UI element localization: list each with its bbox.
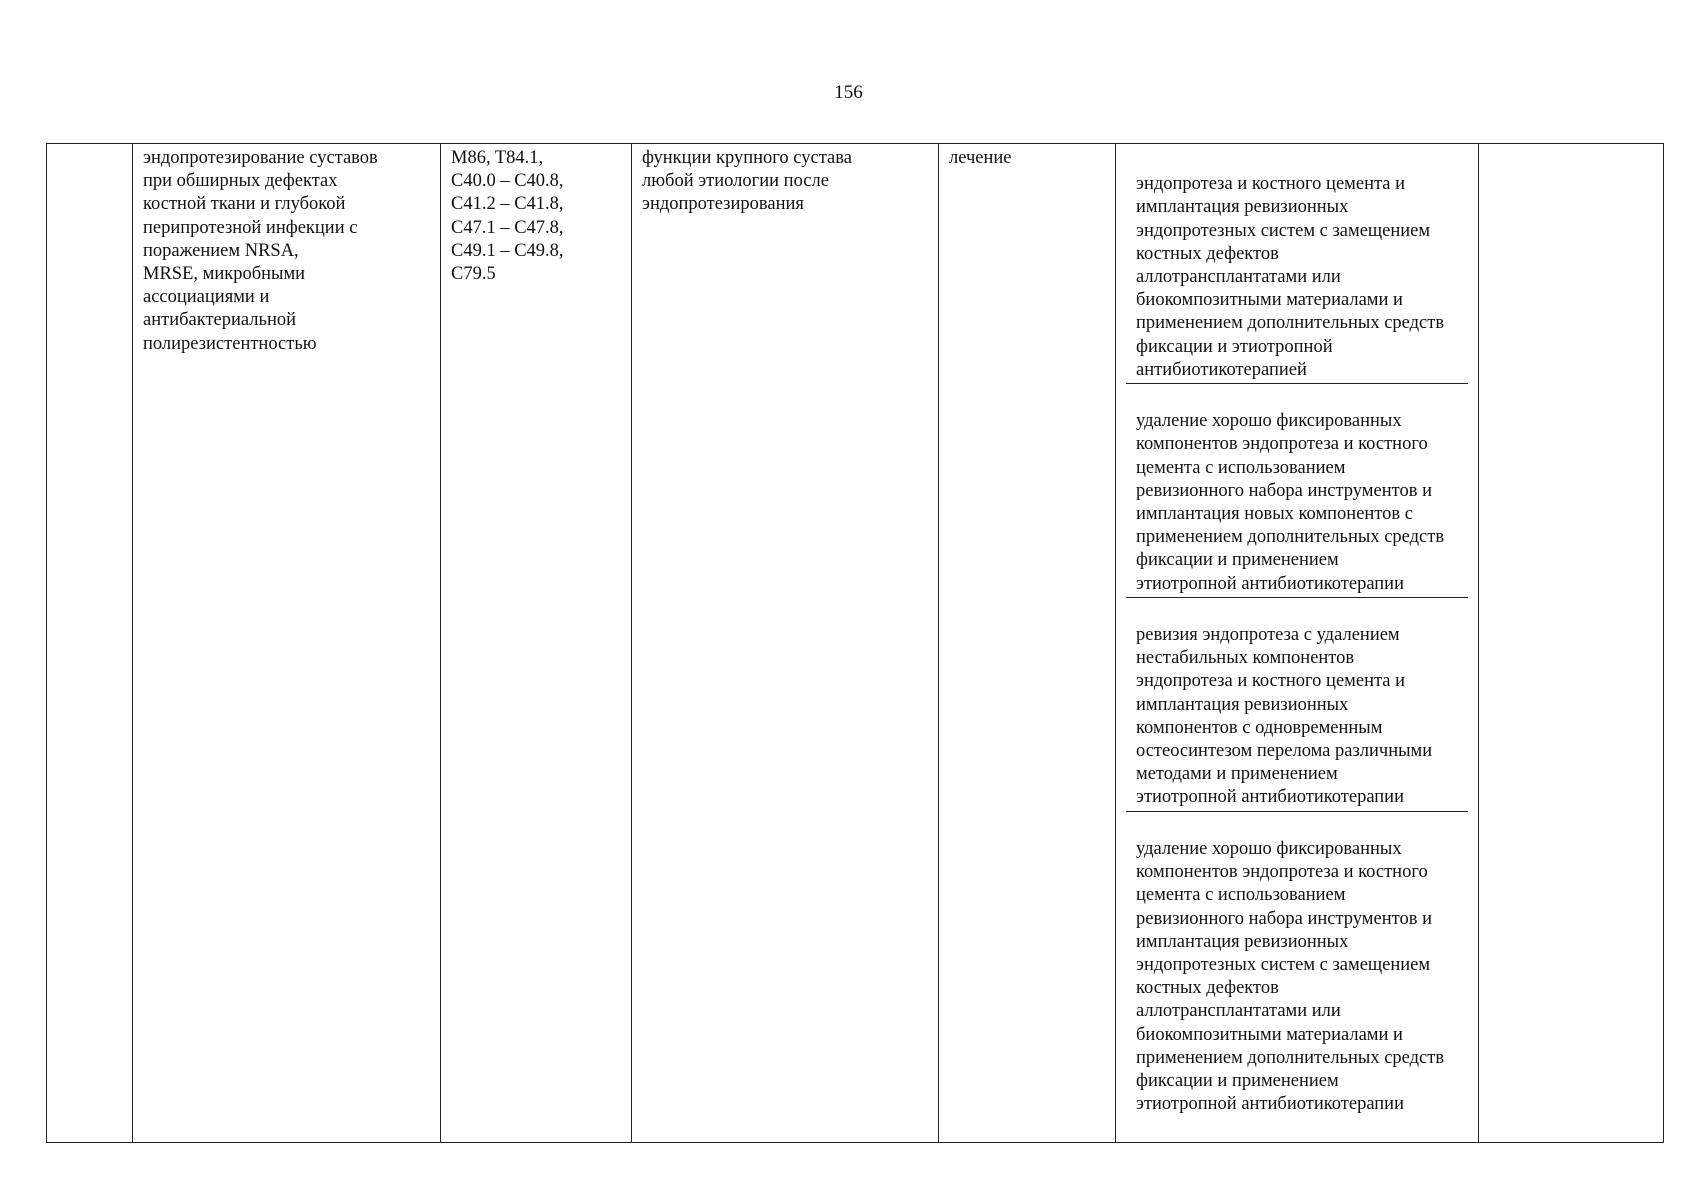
icd-codes-cell: M86, T84.1, C40.0 – C40.8, C41.2 – C41.8, C47.1 – C47.8, C49.1 – C49.8, C79.5: [441, 144, 632, 1143]
treatment-type-cell: лечение: [939, 144, 1116, 1143]
page-number: 156: [834, 82, 863, 103]
profile-cell: эндопротезирование суставов при обширных дефектах костной ткани и глубокой перипротезной инфекции с поражением NRSA, MRSE, микробными ассоциациями и антибактериальной полирезистентностью: [133, 144, 441, 1143]
row-number-cell: [47, 144, 133, 1143]
treatment-method-2: удаление хорошо фиксированных компонентов эндопротеза и костного цемента с использованием ревизионного набора инструментов и имплантация новых компонентов с применением дополнительных средств фиксации и применением этиотропной антибиотикотерапии: [1126, 407, 1468, 598]
treatment-method-4: удаление хорошо фиксированных компонентов эндопротеза и костного цемента с использованием ревизионного набора инструментов и имплантация ревизионных эндопротезных систем с замещением костных дефектов аллотрансплантатами или биокомпозитными материалами и применением дополнительных средств фиксации и применением этиотропной антибиотикотерапии: [1136, 838, 1445, 1115]
treatment-method-1: эндопротеза и костного цемента и имплантация ревизионных эндопротезных систем с замещением костных дефектов аллотрансплантатами или биокомпозитными материалами и применением дополнительных средств фиксации и этиотропной антибиотикотерапией: [1126, 170, 1468, 384]
norm-cell: [1479, 144, 1664, 1143]
medical-care-table: [46, 143, 1664, 1143]
treatment-method-3: ревизия эндопротеза с удалением нестабильных компонентов эндопротеза и костного цемента и имплантация ревизионных компонентов с одновременным остеосинтезом перелома различными методами и применением этиотропной антибиотикотерапии: [1126, 621, 1468, 812]
patient-model-cell: функции крупного сустава любой этиологии после эндопротезирования: [632, 144, 939, 1143]
treatment-methods-cell: [1116, 144, 1479, 1143]
table-row: [47, 144, 1664, 1143]
